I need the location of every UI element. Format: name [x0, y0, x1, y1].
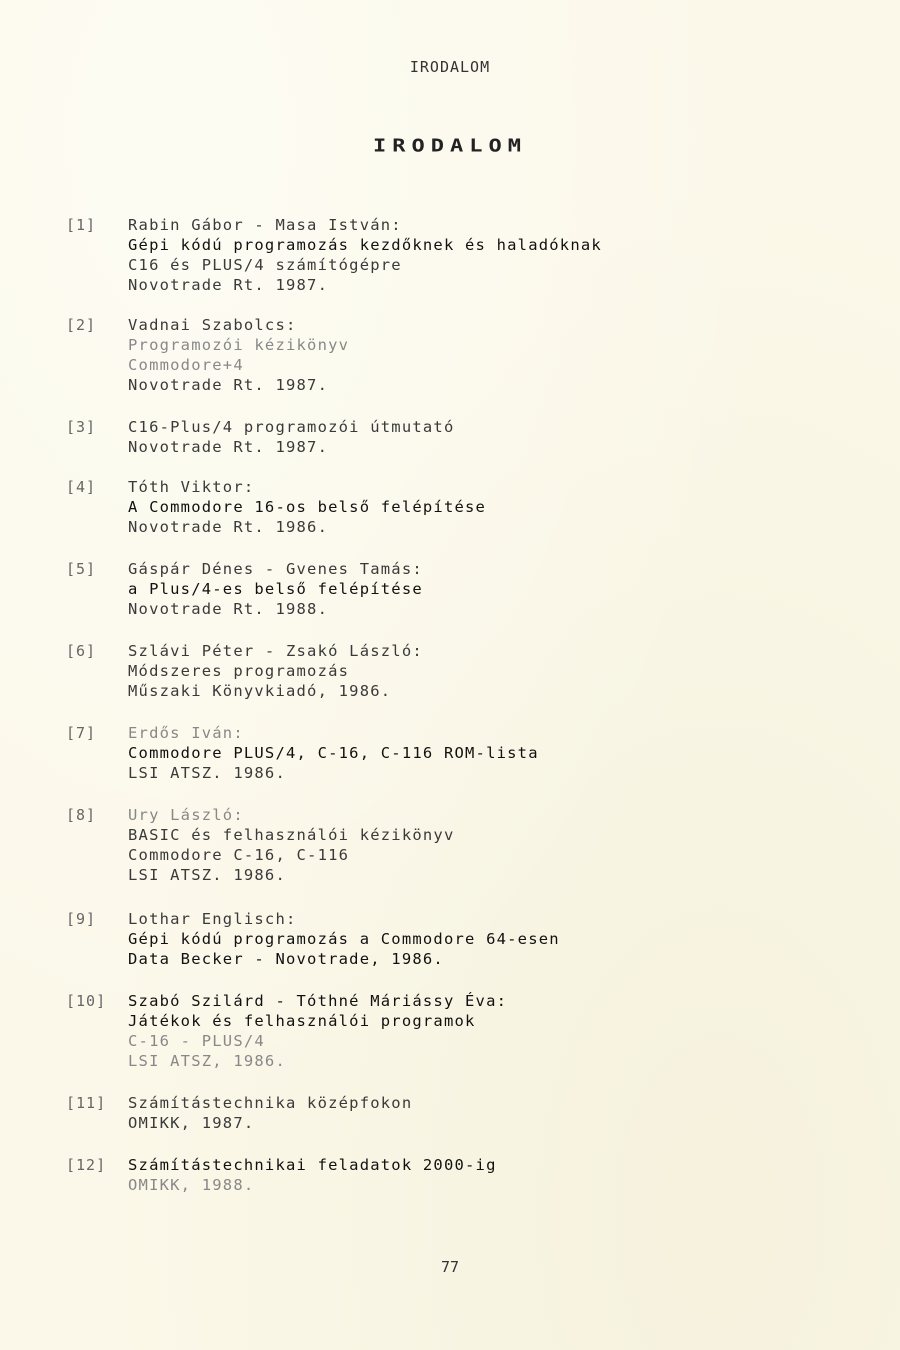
reference-item [66, 417, 866, 477]
reference-title: A Commodore 16-os belső felépítése [128, 498, 487, 516]
reference-title: C16-Plus/4 programozói útmutató [128, 418, 455, 436]
reference-author: Ury László: [128, 806, 244, 824]
reference-number: [4] [66, 478, 97, 496]
reference-publisher: LSI ATSZ, 1986. [128, 1052, 286, 1070]
reference-author: Vadnai Szabolcs: [128, 316, 297, 334]
reference-item [66, 1155, 866, 1215]
reference-number: [8] [66, 806, 97, 824]
reference-publisher: Novotrade Rt. 1987. [128, 376, 329, 394]
reference-item [66, 477, 866, 559]
reference-number: [2] [66, 316, 97, 334]
reference-item [66, 641, 866, 723]
reference-subtitle: Commodore+4 [128, 356, 244, 374]
reference-number: [9] [66, 910, 97, 928]
reference-item [66, 991, 866, 1093]
reference-author: Szlávi Péter - Zsakó László: [128, 642, 423, 660]
reference-title: Commodore PLUS/4, C-16, C-116 ROM-lista [128, 744, 539, 762]
reference-publisher: OMIKK, 1987. [128, 1114, 255, 1132]
reference-title: BASIC és felhasználói kézikönyv [128, 826, 455, 844]
reference-title: a Plus/4-es belső felépítése [128, 580, 423, 598]
running-head: IRODALOM [409, 58, 491, 76]
reference-title: Számítástechnikai feladatok 2000-ig [128, 1156, 497, 1174]
reference-item [66, 723, 866, 805]
reference-title: Programozói kézikönyv [128, 336, 350, 354]
reference-item [66, 805, 866, 909]
reference-number: [7] [66, 724, 97, 742]
reference-author: Lothar Englisch: [128, 910, 297, 928]
reference-author: Szabó Szilárd - Tóthné Máriássy Éva: [128, 992, 508, 1010]
reference-publisher: LSI ATSZ. 1986. [128, 866, 286, 884]
reference-title: Gépi kódú programozás a Commodore 64-esen [128, 930, 560, 948]
reference-subtitle: Commodore C-16, C-116 [128, 846, 350, 864]
reference-number: [1] [66, 216, 97, 234]
reference-number: [6] [66, 642, 97, 660]
reference-publisher: Novotrade Rt. 1987. [128, 438, 329, 456]
reference-number: [11] [66, 1094, 107, 1112]
reference-title: Gépi kódú programozás kezdőknek és haladóknak [128, 236, 602, 254]
reference-number: [3] [66, 418, 97, 436]
reference-publisher: Novotrade Rt. 1988. [128, 600, 329, 618]
reference-title: Játékok és felhasználói programok [128, 1012, 476, 1030]
page-number: 77 [440, 1258, 460, 1276]
reference-number: [5] [66, 560, 97, 578]
reference-item [66, 315, 866, 417]
reference-publisher: Műszaki Könyvkiadó, 1986. [128, 682, 392, 700]
reference-number: [12] [66, 1156, 107, 1174]
reference-publisher: LSI ATSZ. 1986. [128, 764, 286, 782]
reference-title: Számítástechnika középfokon [128, 1094, 413, 1112]
reference-publisher: Novotrade Rt. 1987. [128, 276, 329, 294]
reference-number: [10] [66, 992, 107, 1010]
reference-title: Módszeres programozás [128, 662, 350, 680]
reference-publisher: Novotrade Rt. 1986. [128, 518, 329, 536]
reference-author: Tóth Viktor: [128, 478, 255, 496]
reference-item [66, 909, 866, 991]
reference-subtitle: C16 és PLUS/4 számítógépre [128, 256, 402, 274]
page-title: IRODALOM [373, 136, 527, 157]
reference-publisher: Data Becker - Novotrade, 1986. [128, 950, 444, 968]
reference-item [66, 215, 866, 315]
reference-item [66, 559, 866, 641]
reference-author: Gáspár Dénes - Gvenes Tamás: [128, 560, 423, 578]
reference-author: Erdős Iván: [128, 724, 244, 742]
reference-publisher: OMIKK, 1988. [128, 1176, 255, 1194]
reference-subtitle: C-16 - PLUS/4 [128, 1032, 265, 1050]
reference-item [66, 1093, 866, 1155]
reference-author: Rabin Gábor - Masa István: [128, 216, 402, 234]
reference-list [66, 215, 866, 1215]
